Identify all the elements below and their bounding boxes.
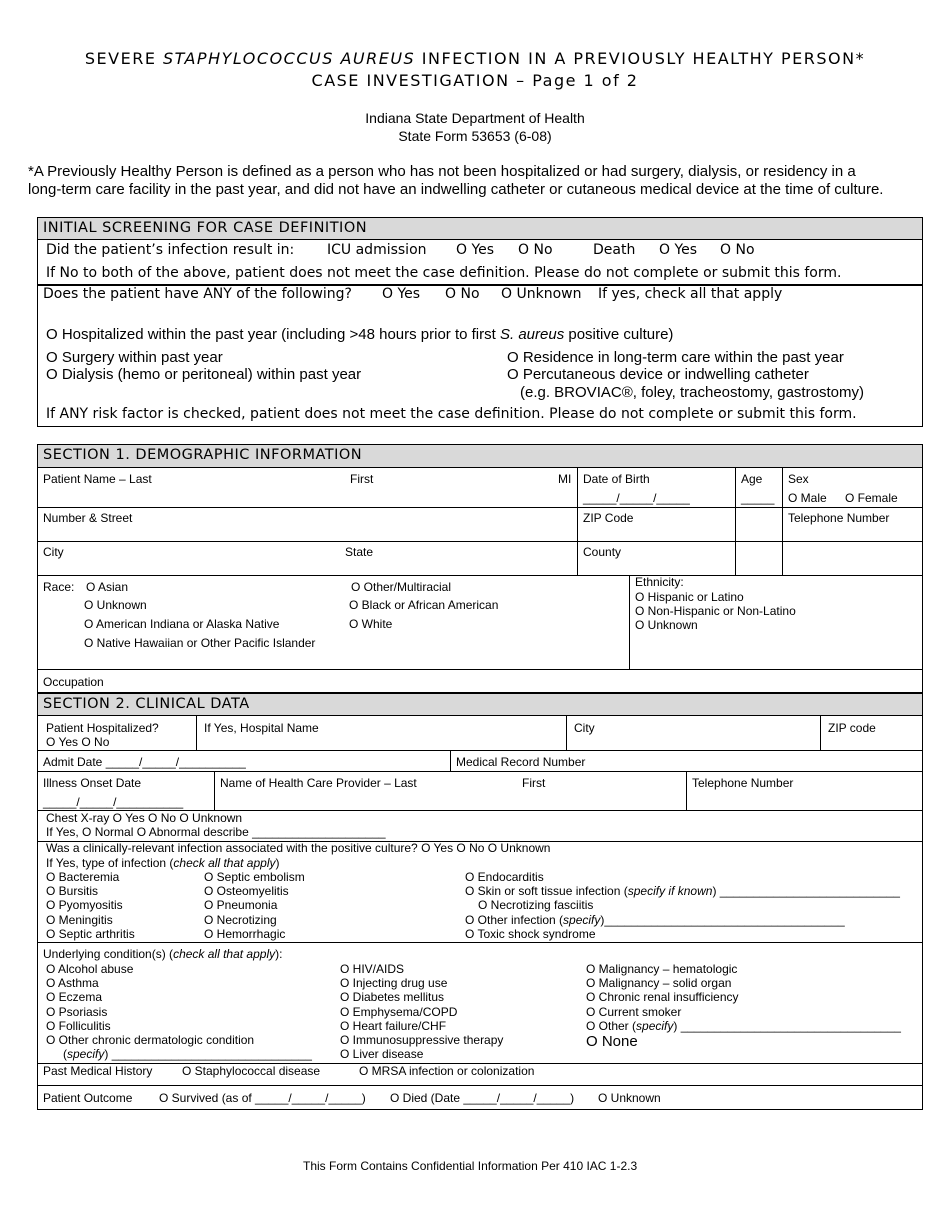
cond-liver[interactable]: O Liver disease <box>340 1047 424 1061</box>
cond-other-derm[interactable]: O Other chronic dermatologic condition <box>46 1033 255 1047</box>
cond-diabetes[interactable]: O Diabetes mellitus <box>340 990 445 1004</box>
cond-other[interactable]: O Other (specify) _________________________________ <box>586 1019 901 1033</box>
risk-unknown[interactable]: O Unknown <box>501 286 582 302</box>
provider-first-label[interactable]: First <box>522 776 546 790</box>
pmh-mrsa[interactable]: O MRSA infection or colonization <box>359 1064 535 1078</box>
pmh-label: Past Medical History <box>43 1064 153 1078</box>
hospitalized-label: Patient Hospitalized? <box>46 721 159 735</box>
icu-yes[interactable]: O Yes <box>456 242 495 258</box>
race-black[interactable]: O Black or African American <box>349 598 499 612</box>
outcome-label: Patient Outcome <box>43 1091 133 1105</box>
infection-type-label: If Yes, type of infection (check all that apply) <box>46 856 280 870</box>
cond-smoker[interactable]: O Current smoker <box>586 1005 682 1019</box>
death-yes[interactable]: O Yes <box>659 242 698 258</box>
ethnicity-label: Ethnicity: <box>635 575 684 589</box>
percutaneous-examples: (e.g. BROVIAC®, foley, tracheostomy, gastrostomy) <box>520 384 864 401</box>
risk-no[interactable]: O No <box>445 286 480 302</box>
underlying-label: Underlying condition(s) (check all that apply): <box>43 947 283 961</box>
admit-date-field[interactable]: Admit Date _____/_____/__________ <box>43 755 246 769</box>
screening-q1: Did the patient’s infection result in: <box>46 242 295 258</box>
death-label: Death <box>593 242 636 258</box>
screening-header: INITIAL SCREENING FOR CASE DEFINITION <box>37 217 923 240</box>
inf-bacteremia[interactable]: O Bacteremia <box>46 870 120 884</box>
mrn-label[interactable]: Medical Record Number <box>456 755 586 769</box>
age-label: Age <box>741 472 763 486</box>
any-risk-note: If ANY risk factor is checked, patient does not meet the case definition. Please do not complete or submit this form. <box>46 406 857 422</box>
chest-xray-result[interactable]: If Yes, O Normal O Abnormal describe ____________________ <box>46 825 386 839</box>
dob-field[interactable]: _____/_____/_____ <box>583 491 690 505</box>
form-number: State Form 53653 (6-08) <box>398 128 552 144</box>
hospital-zip-label[interactable]: ZIP code <box>828 721 876 735</box>
cond-malig-solid[interactable]: O Malignancy – solid organ <box>586 976 732 990</box>
cond-none[interactable]: O None <box>586 1033 638 1050</box>
cond-other-derm-specify[interactable]: (specify) ______________________________ <box>63 1047 312 1061</box>
sex-female[interactable]: O Female <box>845 491 898 505</box>
check-all-note: If yes, check all that apply <box>598 286 783 302</box>
cond-immuno[interactable]: O Immunosuppressive therapy <box>340 1033 504 1047</box>
state-label[interactable]: State <box>345 545 374 559</box>
cond-drug[interactable]: O Injecting drug use <box>340 976 448 990</box>
cond-alcohol[interactable]: O Alcohol abuse <box>46 962 134 976</box>
provider-last-label[interactable]: Name of Health Care Provider – Last <box>220 776 417 790</box>
form-title: SEVERE STAPHYLOCOCCUS AUREUS INFECTION IN A PREVIOUSLY HEALTHY PERSON* <box>84 49 866 68</box>
race-white[interactable]: O White <box>349 617 393 631</box>
section1-header: SECTION 1. DEMOGRAPHIC INFORMATION <box>37 444 923 468</box>
inf-septic-arthritis[interactable]: O Septic arthritis <box>46 927 135 941</box>
chest-xray[interactable]: Chest X-ray O Yes O No O Unknown <box>46 811 243 825</box>
risk-dialysis[interactable]: O Dialysis (hemo or peritoneal) within past year <box>46 366 362 383</box>
no-both-note: If No to both of the above, patient does not meet the case definition. Please do not complete or submit this form. <box>46 265 842 281</box>
ethnicity-hispanic[interactable]: O Hispanic or Latino <box>635 590 744 604</box>
outcome-survived[interactable]: O Survived (as of _____/_____/_____) <box>159 1091 366 1105</box>
first-name-label[interactable]: First <box>350 472 374 486</box>
risk-yes[interactable]: O Yes <box>382 286 421 302</box>
ethnicity-nonhispanic[interactable]: O Non-Hispanic or Non-Latino <box>635 604 796 618</box>
cond-renal[interactable]: O Chronic renal insufficiency <box>586 990 739 1004</box>
confidential-footer: This Form Contains Confidential Information Per 410 IAC 1-2.3 <box>303 1159 638 1173</box>
inf-hemorrhagic[interactable]: O Hemorrhagic <box>204 927 286 941</box>
inf-necrotizing-fasciitis[interactable]: O Necrotizing fasciitis <box>478 898 594 912</box>
risk-residence[interactable]: O Residence in long-term care within the past year <box>507 349 844 366</box>
inf-skin-soft-tissue[interactable]: O Skin or soft tissue infection (specify if known) ___________________________ <box>465 884 900 898</box>
form-subtitle: CASE INVESTIGATION – Page 1 of 2 <box>311 71 639 90</box>
city-label[interactable]: City <box>43 545 64 559</box>
inf-osteomyelitis[interactable]: O Osteomyelitis <box>204 884 289 898</box>
onset-field[interactable]: _____/_____/__________ <box>43 795 184 809</box>
icu-no[interactable]: O No <box>518 242 553 258</box>
agency-name: Indiana State Department of Health <box>365 110 585 126</box>
mi-label[interactable]: MI <box>558 472 572 486</box>
outcome-unknown[interactable]: O Unknown <box>598 1091 661 1105</box>
cond-psoriasis[interactable]: O Psoriasis <box>46 1005 108 1019</box>
age-field[interactable]: _____ <box>741 491 775 505</box>
outcome-died[interactable]: O Died (Date _____/_____/_____) <box>390 1091 575 1105</box>
hospitalized-yes-no[interactable]: O Yes O No <box>46 735 110 749</box>
phone-label[interactable]: Telephone Number <box>788 511 890 525</box>
race-other[interactable]: O Other/Multiracial <box>351 580 452 594</box>
hospital-name-label[interactable]: If Yes, Hospital Name <box>204 721 319 735</box>
cond-hiv[interactable]: O HIV/AIDS <box>340 962 405 976</box>
race-unknown[interactable]: O Unknown <box>84 598 147 612</box>
county-label[interactable]: County <box>583 545 622 559</box>
race-asian[interactable]: O Asian <box>86 580 129 594</box>
inf-endocarditis[interactable]: O Endocarditis <box>465 870 544 884</box>
race-aian[interactable]: O American Indiana or Alaska Native <box>84 617 280 631</box>
zip-label[interactable]: ZIP Code <box>583 511 634 525</box>
inf-meningitis[interactable]: O Meningitis <box>46 913 113 927</box>
onset-label: Illness Onset Date <box>43 776 142 790</box>
risk-hospitalized[interactable]: O Hospitalized within the past year (including >48 hours prior to first S. aureus positive culture) <box>46 326 674 343</box>
inf-toxic-shock[interactable]: O Toxic shock syndrome <box>465 927 596 941</box>
race-nhpi[interactable]: O Native Hawaiian or Other Pacific Islander <box>84 636 316 650</box>
cond-malig-heme[interactable]: O Malignancy – hematologic <box>586 962 738 976</box>
ethnicity-unknown[interactable]: O Unknown <box>635 618 698 632</box>
inf-pneumonia[interactable]: O Pneumonia <box>204 898 278 912</box>
cond-heart[interactable]: O Heart failure/CHF <box>340 1019 447 1033</box>
street-label[interactable]: Number & Street <box>43 511 133 525</box>
inf-pyomyositis[interactable]: O Pyomyositis <box>46 898 123 912</box>
definition-line-2: long-term care facility in the past year, and did not have an indwelling catheter or cutaneous medical device at the time of culture. <box>28 181 884 198</box>
relevant-infection-question[interactable]: Was a clinically-relevant infection associated with the positive culture? O Yes O No O Unknown <box>46 841 551 855</box>
occupation-label[interactable]: Occupation <box>43 675 104 689</box>
race-label: Race: <box>43 580 75 594</box>
definition-line-1: *A Previously Healthy Person is defined as a person who has not been hospitalized or had surgery, dialysis, or residency in a <box>28 163 856 180</box>
death-no[interactable]: O No <box>720 242 755 258</box>
inf-bursitis[interactable]: O Bursitis <box>46 884 99 898</box>
inf-necrotizing[interactable]: O Necrotizing <box>204 913 277 927</box>
section2-header: SECTION 2. CLINICAL DATA <box>37 693 923 716</box>
icu-label: ICU admission <box>327 242 427 258</box>
cond-emphysema[interactable]: O Emphysema/COPD <box>340 1005 458 1019</box>
sex-male[interactable]: O Male <box>788 491 827 505</box>
risk-percutaneous[interactable]: O Percutaneous device or indwelling catheter <box>507 366 809 383</box>
pmh-staph[interactable]: O Staphylococcal disease <box>182 1064 321 1078</box>
screening-q2: Does the patient have ANY of the following? <box>43 286 352 302</box>
cond-asthma[interactable]: O Asthma <box>46 976 99 990</box>
inf-other[interactable]: O Other infection (specify)____________________________________ <box>465 913 845 927</box>
last-name-label[interactable]: Patient Name – Last <box>43 472 152 486</box>
cond-eczema[interactable]: O Eczema <box>46 990 103 1004</box>
dob-label: Date of Birth <box>583 472 650 486</box>
risk-surgery[interactable]: O Surgery within past year <box>46 349 223 366</box>
hospital-city-label[interactable]: City <box>574 721 595 735</box>
provider-phone-label[interactable]: Telephone Number <box>692 776 794 790</box>
cond-folliculitis[interactable]: O Folliculitis <box>46 1019 111 1033</box>
sex-label: Sex <box>788 472 809 486</box>
inf-septic-embolism[interactable]: O Septic embolism <box>204 870 305 884</box>
